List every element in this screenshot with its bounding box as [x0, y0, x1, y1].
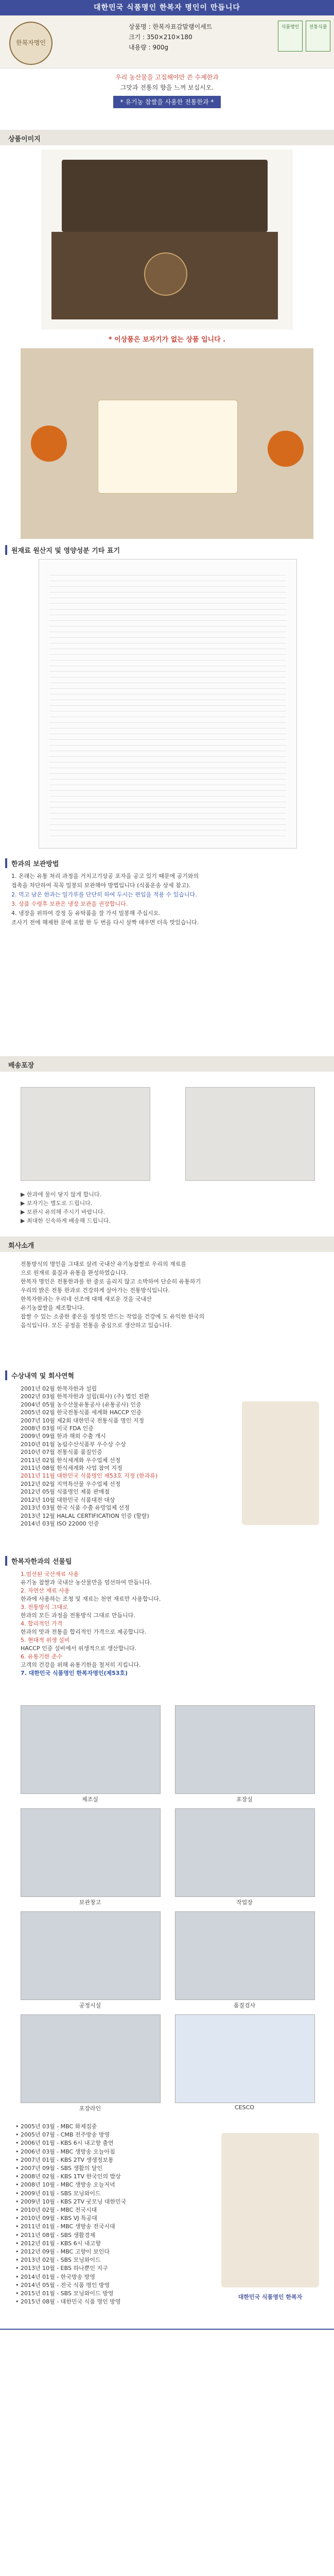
persimmon-decoration: [31, 426, 67, 462]
notice: * 이상품은 보자기가 없는 상품 입니다 .: [108, 336, 226, 344]
storage-text: 1. 온래는 유통 처리 과정을 거치고기상공 포자을 공고 있기 때문에 공기와의 접촉을 차단하여 꼭꼭 밀봉되 보관해야 방법입니다 (식품운송 상세 참고). 2. 먹고 남은 한과는 밀가루를 단단히 하여 두시는 편입을 적용 수 있습니다. 3. 상품 수령후 보관은 냉장 보관을 권장합니다. 4. 냉장을 위하여 강정 등 유탁품을 잘 가셔 밀봉해 주십시오. 조사기 전에 해제한 문에 포함 한 두 번을 다시 살짝 데우면 더욱 맛있습니다.: [11, 873, 199, 926]
spec-weight: 내용량 : 900g: [129, 44, 168, 51]
section-awards: 수상내역 및 회사연혁: [5, 1370, 74, 1380]
facility-caption: 품질검사: [233, 2002, 256, 2009]
facility-caption: 보관창고: [79, 1899, 101, 1906]
section-history: 회사소개: [0, 1236, 334, 1252]
master-portrait-large: [221, 2133, 319, 2287]
facility-photo: [175, 1911, 315, 2000]
facility-caption: 포장실: [236, 1796, 253, 1803]
section-origin: 원재료 원산지 및 영양성분 기타 표기: [5, 545, 120, 555]
gift-box-lid: [62, 160, 268, 232]
cert-badge-master: 식품명인: [278, 21, 303, 52]
facility-caption: CESCO: [235, 2104, 254, 2111]
header: [0, 0, 334, 69]
facility-photo: [21, 2014, 161, 2103]
facility-photo: [175, 1808, 315, 1897]
product-photo: [41, 149, 293, 330]
nutrition-table-image: [39, 559, 297, 849]
section-craft: 한복자한과의 선물팁: [5, 1556, 72, 1566]
packaging-photo-1: [21, 1087, 150, 1181]
section-packaging: 배송포장: [0, 1056, 334, 1072]
facility-photo: [21, 1705, 161, 1794]
nutrition-table: [49, 570, 286, 838]
craft-text: 1.엄선된 국산재료 사용 유기농 찹쌀과 국내산 농산물만을 엄선하여 만듭니다. 2. 자연산 재료 사용 한과에 사용하는 조청 및 재료는 천연 재료만 사용합니다. 3. 전통방식 그대로 한과의 모든 과정을 전통방식 그대로 만듭니다. 4. 합리적인 가격 한과의 맛과 전통을 합리적인 가격으로 제공합니다. 5. 현대적 위생 설비 HACCP 인증 설비에서 위생적으로 생산합니다. 6. 유통기한 준수 고객의 건강을 위해 유통기한을 철저히 지킵니다. 7. 대한민국 식품명인 한복자명인(제53호): [21, 1571, 161, 1676]
facility-caption: 공정시설: [79, 2002, 101, 2009]
master-portrait: [242, 1401, 319, 1525]
gift-box-front: [51, 232, 278, 319]
hangwa-piece: [98, 400, 238, 494]
intro-line-1: 우리 농산물을 고집해야만 쓴 수제한과: [115, 74, 219, 81]
portrait-caption: 대한민국 식품명인 한복자: [238, 2294, 303, 2300]
facility-caption: 제조실: [82, 1796, 98, 1803]
cert-badge-traditional: 전통식품: [306, 21, 330, 52]
product-spec: [129, 22, 212, 53]
packaging-photo-2: [185, 1087, 315, 1181]
cesco-certificate: [175, 2014, 315, 2103]
section-product-image: 상품이미지: [0, 130, 334, 145]
timeline: 2001년 02월 한복자한과 설립 2002년 03월 한복자한과 설립(회사) (주) 법인 전환 2004년 05월 농수산물유통공사 (유통공사) 인증 2005년 02월 한국전통식품 세계화 HACCP 인증 2007년 10월 제2회 대한민국 전통식품 명인 지정 2008년 03월 미국 FDA 인증 2009년 09월 한과 해외 수출 개시 2010년 01월 농림수산식품부 우수상 수상 2010년 07월 전통식품 품질인증 2011년 02월 한식세계화 우수업체 선정 2011년 08월 한식세계화 사업 참여 지정 2011년 11월 대한민국 식품명인 제53호 지정 (한과류) 2012년 02월 지역특산물 우수업체 선정 2012년 05월 식품명인 제품 판매점 2012년 10월 대한민국 식품대전 대상 2013년 03월 한국 식품 수출 유망업체 선정 2013년 12월 HALAL CERTIFICATION 인증 (할랄) 2014년 03월 ISO 22000 인증: [21, 1385, 158, 1527]
intro: [0, 72, 334, 126]
facility-photo: [21, 1808, 161, 1897]
media-list: • 2005년 03월 - MBC 화제집중 • 2005년 07월 - CMB 전주방송 방영 • 2006년 01월 - KBS 6시 내고향 출연 • 2006년 03월 - MBC 생방송 오늘아침 • 2007년 01월 - KBS 2TV 생생정보통 • 2007년 09월 - SBS 생활의 달인 • 2008년 02월 - KBS 1TV 한국인의 밥상 • 2008년 10월 - MBC 생방송 오늘저녁 • 2009년 01월 - SBS 모닝와이드 • 2009년 10월 - KBS 2TV 굿모닝 대한민국 • 2010년 02월 - MBC 전국시대 • 2010년 09월 - KBS VJ 특공대 • 2011년 01월 - MBC 생방송 전국시대 • 2011년 08월 - SBS 생활경제 • 2012년 01월 - KBS 6시 내고향 • 2012년 09월 - MBC 고향이 보인다 • 2013년 02월 - SBS 모닝와이드 • 2013년 10월 - EBS 하나뿐인 지구 • 2014년 01월 - 한국방송 방영 • 2014년 05월 - 전국 식품 명인 방영 • 2015년 01월 - SBS 모닝와이드 방영 • 2015년 08월 - 대한민국 식품 명인 방영: [15, 2123, 127, 2306]
persimmon-decoration: [268, 431, 304, 467]
box-emblem: [144, 252, 187, 296]
facility-photo: [21, 1911, 161, 2000]
packaging-notes: ▶ 한과에 물이 닿지 않게 합니다. ▶ 보자기는 별도로 드립니다. ▶ 보관시 유의해 주시기 바랍니다. ▶ 최대한 신속하게 배송해 드립니다.: [21, 1191, 111, 1224]
spec-size: 크기 : 350×210×180: [129, 33, 192, 41]
header-banner: 대한민국 식품명인 한복자 명인이 만듭니다: [0, 0, 334, 15]
footer-divider: [0, 2329, 334, 2330]
section-storage: 한과의 보관방법: [5, 858, 59, 868]
intro-badge: * 유기농 찹쌀을 사용한 전통한과 *: [113, 96, 221, 108]
facility-photo: [175, 1705, 315, 1794]
facility-caption: 작업장: [236, 1899, 253, 1906]
history-text: 전통방식의 명인을 그대로 살려 국내산 유기농찹쌀로 우리의 재료를 으로 원재료 품질과 유통을 완성하였습니다. 한복자 명인은 전통한과를 한 줄로 올리지 않고 소박하여 단순히 유통하기 우리의 밝은 전통 한과로 건강하게 살아가는 전통방식입니다. 한복자한과는 우리네 선조에 대해 새로운 것을 국내산 유기농찹쌀을 제조합니다. 찹쌀 수 있는 소중한 좋은을 정성껏 만드는 작업을 건강에 도 유익한 한국의 음식입니다. 모든 공정을 전통을 중심으로 생산하고 있습니다.: [21, 1261, 205, 1329]
facility-caption: 포장라인: [79, 2105, 101, 2112]
brand-logo: 한복자명인: [9, 22, 52, 65]
intro-line-2: 그맛과 전통의 향을 느껴 보십시오.: [120, 84, 214, 91]
hangwa-photo: [21, 348, 313, 539]
spec-name: 상품명 : 한복자표감말랭이세트: [129, 23, 213, 30]
